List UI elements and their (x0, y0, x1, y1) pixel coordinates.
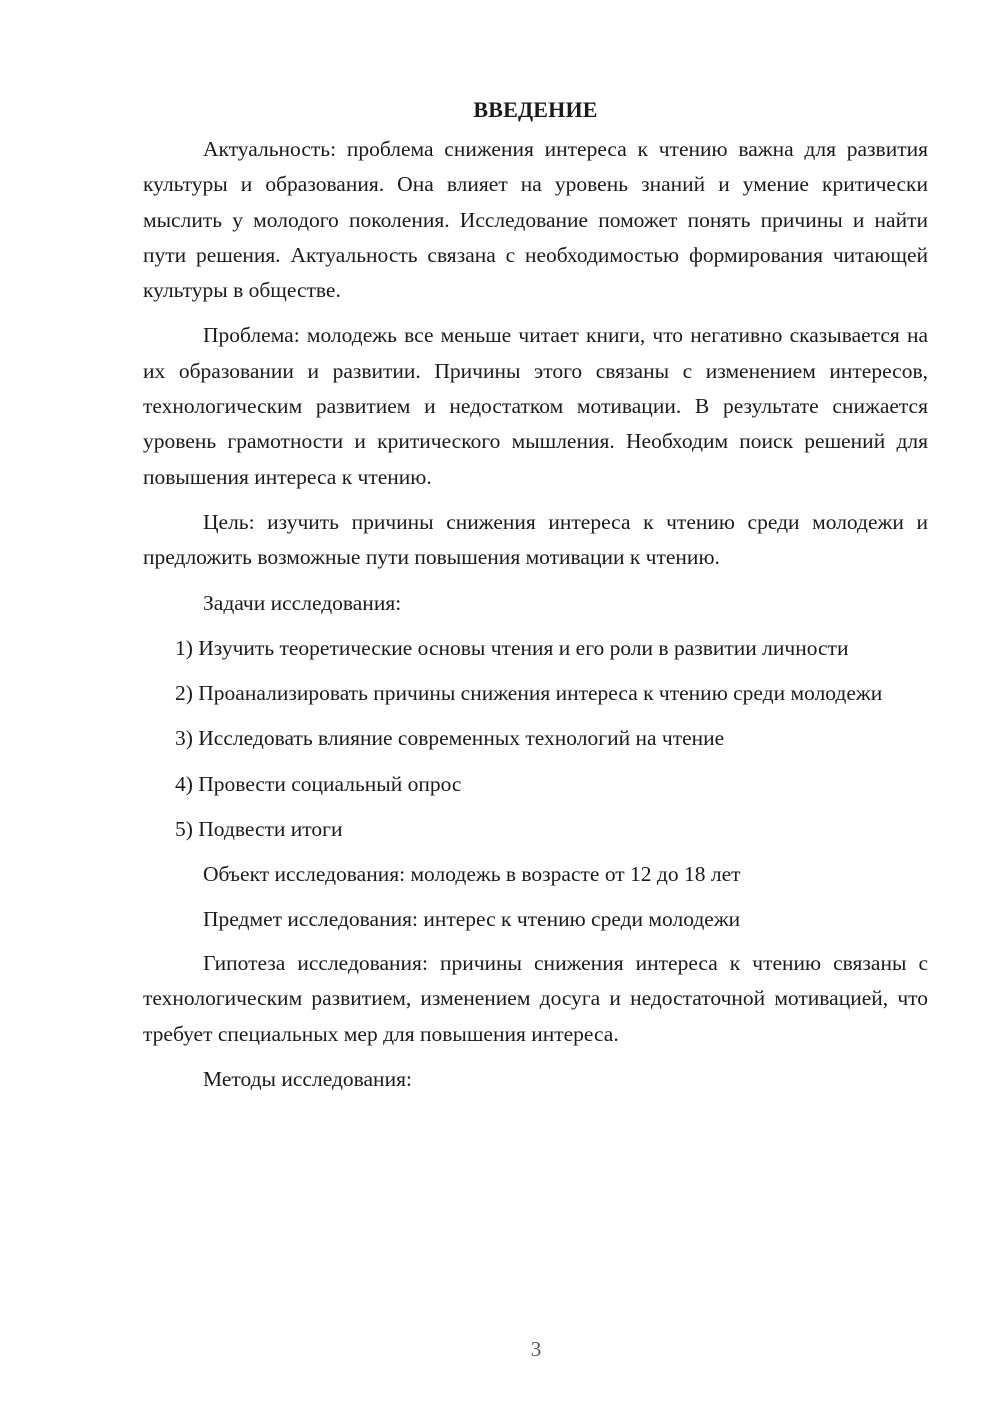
task-item: 5) Подвести итоги (175, 817, 343, 842)
methods-heading: Методы исследования: (203, 1066, 412, 1091)
document-page (143, 92, 928, 1107)
object-paragraph: Объект исследования: молодежь в возрасте от 12 до 18 лет (203, 862, 741, 887)
task-item: 1) Изучить теоретические основы чтения и его роли в развитии личности (175, 635, 849, 660)
subject-paragraph: Предмет исследования: интерес к чтению среди молодежи (203, 906, 741, 931)
task-item: 4) Провести социальный опрос (175, 771, 462, 796)
relevance-paragraph: Актуальность: проблема снижения интереса к чтению важна для развития культуры и образования. Она влияет на уровень знаний и умение критически мыслить у молодого поколения. Исследование поможет понять причины и найти пути решения. Актуальность связана с необходимостью формирования читающей культуры в обществе. (143, 137, 928, 303)
problem-paragraph: Проблема: молодежь все меньше читает книги, что негативно сказывается на их образовании и развитии. Причины этого связаны с изменением интересов, технологическим развитием и недостатком мотивации. В результате снижается уровень грамотности и критического мышления. Необходим поиск решений для повышения интереса к чтению. (143, 323, 928, 489)
goal-paragraph: Цель: изучить причины снижения интереса к чтению среди молодежи и предложить возможные пути повышения мотивации к чтению. (143, 509, 928, 570)
page-number: 3 (530, 1337, 542, 1361)
hypothesis-paragraph: Гипотеза исследования: причины снижения интереса к чтению связаны с технологическим развитием, изменением досуга и недостаточной мотивацией, что требует специальных мер для повышения интереса. (143, 950, 928, 1046)
tasks-heading: Задачи исследования: (203, 590, 402, 615)
page-title: ВВЕДЕНИЕ (473, 97, 598, 122)
task-item: 3) Исследовать влияние современных технологий на чтение (175, 726, 725, 751)
task-item: 2) Проанализировать причины снижения интереса к чтению среди молодежи (175, 681, 883, 706)
